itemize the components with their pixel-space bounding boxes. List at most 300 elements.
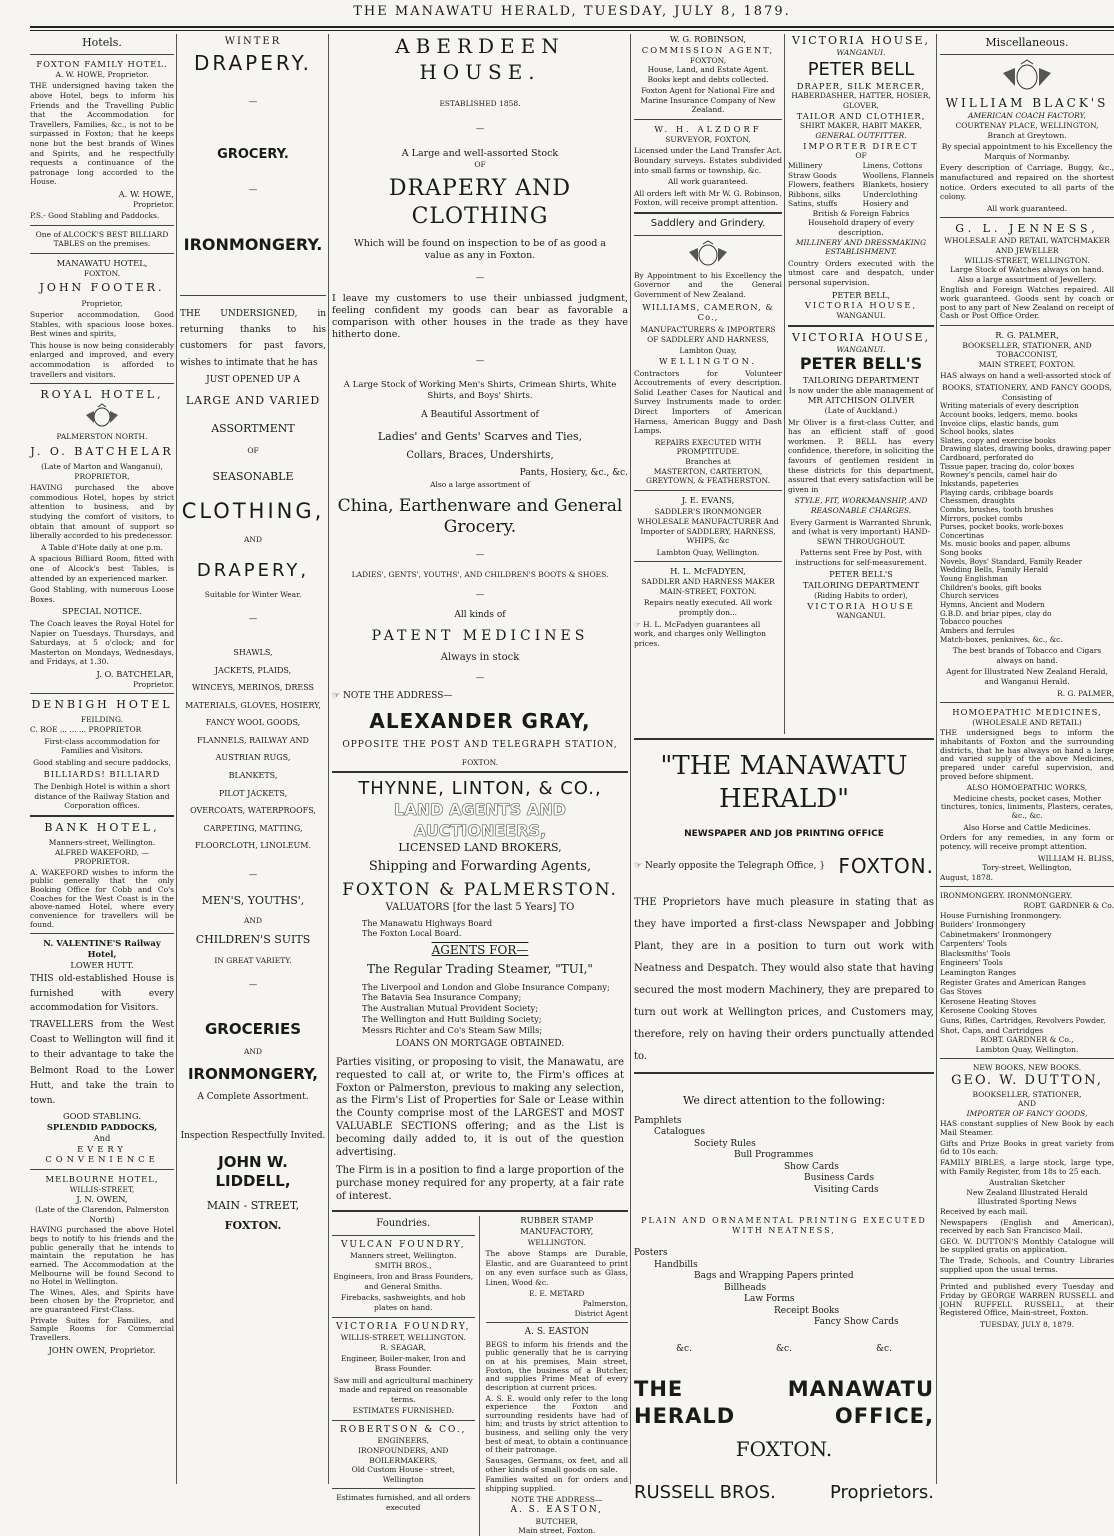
ad-smith-desc: Engineers, Iron and Brass Founders, and General Smiths. [333, 1272, 474, 1291]
ad-tobacco: The best brands of Tobacco and Cigars always on hand. [952, 646, 1102, 665]
ad-sign2: VICTORIA HOUSE, [804, 300, 918, 311]
ad-factory: AMERICAN COACH FACTORY, [968, 111, 1086, 121]
ad-inspection: Inspection Respectfully Invited. [180, 1131, 326, 1142]
ad-billiard: One of ALCOCK'S BEST BILLIARD TABLES on the premises. [35, 229, 169, 249]
ad-firebacks: Firebacks, sashweights, and hob plates on hand. [341, 1293, 466, 1313]
ad-agents: AGENTS FOR— [431, 943, 529, 957]
ad-families: Families waited on for orders and shipping supplied. [485, 1475, 628, 1493]
list-item: Underclothing [862, 189, 918, 199]
ad-sausages: Sausages, Germans, ox feet, and all other kinds of small goods on sale. [485, 1455, 628, 1474]
ad-patent: PATENT MEDICINES [371, 627, 589, 644]
ad-proprietors: Proprietors. [829, 1482, 934, 1504]
list-item: Handbills [654, 1259, 698, 1270]
ad-role: Proprietor, [81, 298, 123, 308]
ad-now: Is now under the able management of [788, 385, 934, 395]
list-item: Messrs Richter and Co's Steam Saw Mills; [362, 1024, 543, 1035]
ad-foxton: FOXTON. [461, 757, 499, 767]
ad-books: BOOKS, STATIONERY, AND FANCY GOODS, [942, 383, 1112, 393]
ad-tailoring: TAILORING DEPARTMENT [802, 374, 920, 385]
ad-house: House, Land, and Estate Agent. [647, 65, 769, 75]
list-item: Match-boxes, penknives, &c., &c. [940, 634, 1063, 644]
ad-sign-role: Proprietor. [132, 199, 174, 209]
list-item: WINCEYS, MERINOS, DRESS [191, 683, 315, 693]
ad-wholesale: (WHOLESALE AND RETAIL) [972, 717, 1082, 727]
ad-branch: Branch at Greytown. [987, 130, 1067, 140]
ad-bibles: FAMILY BIBLES, a large stock, large type, with Family Register, from 18s to 25 each. [940, 1157, 1114, 1176]
ad-signature-row [634, 1481, 934, 1504]
ad-ranges: Leamington Ranges [940, 968, 1016, 978]
column-liddell: WINTER DRAPERY. — GROCERY. — IRONMONGERY. THE UNDERSIGNED, in returning thanks to his customers for past favors, wishes to intimate that he has JUST OPENED UP A LARGE AND VARIED ASSORTMENT OF SEASONABLE CLOTHING, AND DRAPERY, Suitable for Winter Wear. — SHAWLS, JACKETS, PLAIDS, WINCEYS, MERINOS, DRESS MATERIALS, GLOVES, HOSIERY, FANCY WOOL GOODS, FLANNELS, RAILWAY AND AUSTRIAN RUGS, BLANKETS, PILOT JACKETS, OVERCOATS, WATERPROOFS, CARPETING, MATTING, FLOORCLOTH, LINOLEUM. — MEN'S, YOUTHS', AND CHILDREN'S SUITS IN GREAT VARIETY. — GROCERIES AND IRONMONGERY, A Complete Assortment. Inspection Respectfully Invited. JOHN W. LIDDELL, MAIN - STREET, FOXTON. [180, 36, 326, 1233]
ad-sign: A. W. HOWE, [118, 188, 174, 199]
ad-dut-has: HAS constant supplies of New Book by each Mail Steamer. [940, 1119, 1114, 1138]
list-item: The Foxton Local Board. [362, 928, 462, 938]
list-item: Chessmen, draughts [940, 496, 1015, 506]
ad-has: HAS always on hand a well-assorted stock of [940, 371, 1111, 381]
list-item: Blankets, hosiery [862, 180, 929, 190]
ad-late: (Late of Marton and Wanganui), [41, 462, 163, 471]
ad-land-agents: LAND AGENTS AND AUCTIONEERS, [394, 800, 566, 840]
ad-dutton: GEO. W. DUTTON, [951, 1073, 1103, 1089]
ad-of: OF [855, 151, 867, 161]
list-item: Flowers, feathers [788, 180, 855, 190]
ad-firm: The Firm is in a position to find a large proportion of the purchase money required for any property, at a fair rate of interest. [336, 1165, 624, 1202]
ad-ironmongery: IRONMONGERY. IRONMONGERY. [940, 891, 1073, 901]
ad-stabling: Good Stabling, with numerous Loose Boxes. [30, 585, 174, 604]
ad-ps: P.S.- Good Stabling and Paddocks. [30, 211, 160, 221]
ad-riding: (Riding Habits to order), [814, 590, 908, 600]
list-item: Business Cards [804, 1173, 875, 1184]
list-item: Linens, Cottons [862, 160, 923, 170]
masthead-rule-thin [30, 30, 1114, 31]
ad-evans-title: SADDLER'S IRONMONGER WHOLESALE MANUFACTURER And Importer of SADDLERY, HARNESS, WHIPS, &c [637, 507, 779, 546]
ad-convenience: EVERY CONVENIENCE [45, 1143, 159, 1165]
ad-sign: J. O. BATCHELAR, [96, 669, 174, 680]
list-item: Concertinas [940, 530, 984, 540]
ad-leave: I leave my customers to use their unbiassed judgment, feeling confident my goods can bear as favorable a comparison with other houses in the trade as they have hitherto done. [332, 292, 628, 341]
ad-engineers: Engineers' Tools [940, 958, 1003, 968]
ad-bookseller: BOOKSELLER, STATIONER, AND TOBACCONIST, [962, 340, 1092, 360]
ad-childrens: CHILDREN'S SUITS [195, 933, 311, 947]
list-item: Mirrors, pocket combs [940, 513, 1023, 523]
ad-sign-role: Proprietor. [132, 679, 174, 689]
ad-vh3-place: WANGANUI. [836, 611, 886, 621]
list-item: JACKETS, PLAIDS, [214, 665, 292, 675]
ad-variety: IN GREAT VARIETY. [214, 955, 292, 965]
ad-name: A. S. EASTON, [510, 1504, 604, 1515]
list-item: PILOT JACKETS, [218, 788, 288, 798]
list-item: Writing materials of every description [940, 401, 1079, 411]
ad-draper: DRAPER, SILK MERCER, [796, 80, 926, 91]
list-item: Posters [634, 1248, 668, 1259]
ad-and: AND [244, 1047, 262, 1057]
list-item: Tissue paper, tracing do, color boxes [940, 461, 1075, 471]
ad-monthly: GEO. W. DUTTON'S Monthly Catalogue will be supplied gratis on application. [940, 1236, 1114, 1255]
list-item: Drawing slates, drawing books, drawing paper [940, 444, 1111, 454]
ad-body: HAVING purchased the above Hotel begs to notify to his friends and the public generally that he intends to maintain the reputation he has earned. The Accommodation at the Melbourne will be found Second to no Hotel in Wellington. [30, 1225, 174, 1287]
column-robinson [634, 34, 782, 734]
ad-agent: Foxton Agent for National Fire and Marine Insurance Company of New Zealand. [640, 86, 776, 115]
list-item: Visiting Cards [814, 1184, 879, 1195]
ad-assortment: ASSORTMENT [211, 422, 295, 436]
ad-note: The Denbigh Hotel is within a short distance of the Railway Station and Corporation offices. [34, 782, 170, 811]
list-item: OVERCOATS, WATERPROOFS, [190, 806, 316, 816]
ad-homoeopathic: HOMOEPATHIC MEDICINES, [952, 707, 1102, 718]
ad-agent: E. E. METARD [529, 1289, 585, 1299]
ad-jenness: G. L. JENNESS, [955, 222, 1099, 236]
ad-title: VICTORIA HOUSE, [791, 330, 931, 344]
list-item: Billheads [724, 1282, 767, 1293]
ad-companies [362, 982, 628, 1036]
ad-name: JOHN W. LIDDELL, [215, 1152, 291, 1191]
ad-title: FOXTON FAMILY HOTEL. [36, 59, 168, 70]
list-item: Wedding Bells, Family Herald [940, 565, 1049, 575]
list-item: The Manawatu Highways Board [362, 918, 493, 928]
ad-drapery2: DRAPERY, [196, 559, 310, 581]
list-item: Song books [940, 548, 983, 558]
royal-arms-icon [683, 240, 733, 268]
ad-sawmill: Saw mill and agricultural machinery made and repaired on reasonable terms. [333, 1375, 473, 1404]
list-item: Law Forms [744, 1294, 795, 1305]
ad-and: AND [244, 915, 262, 925]
ad-jewellery: Also a large assortment of Jewellery. [957, 274, 1097, 284]
list-item: Children's books, gift books [940, 582, 1042, 592]
ad-sign: JOHN OWEN, Proprietor. [48, 1344, 156, 1355]
ad-books: Books kept and debts collected. [647, 74, 769, 84]
ad-castle: Also Horse and Cattle Medicines. [963, 822, 1091, 832]
ad-body: THIS old-established House is furnished with every accommodation for Visitors. [30, 974, 174, 1014]
ad-easton: A. S. EASTON [524, 1327, 589, 1338]
ad-peter: PETER BELL [807, 58, 915, 80]
ad-title: N. VALENTINE'S Railway Hotel, [43, 938, 161, 959]
ad-place: COURTENAY PLACE, WELLINGTON, [955, 121, 1099, 131]
ad-office-big: THE MANAWATU HERALD OFFICE, [634, 1376, 934, 1428]
ad-body: The above Stamps are Durable, Elastic, and are Guaranteed to print on any even surface such as Glass, Linen, Wood &c. [485, 1249, 628, 1287]
list-item: Slates, copy and exercise books [940, 435, 1056, 445]
ad-billiard: A spacious Billiard Room, fitted with one of Alcock's best Tables, is attended by an experienced marker. [30, 554, 174, 583]
ad-importer: IMPORTER DIRECT [803, 140, 919, 151]
ad-proprietor: C. ROE ... ... ... PROPRIETOR [30, 725, 142, 735]
ad-seasonable: SEASONABLE [212, 470, 294, 483]
ad-millinery: MILLINERY AND DRESSMAKING [795, 237, 927, 247]
etc-row: &c. &c. &c. [676, 1344, 892, 1355]
ad-est2: Estimates furnished, and all orders executed [336, 1493, 471, 1512]
royal-arms-icon [997, 59, 1057, 93]
ad-billiards: BILLIARDS! BILLIARD [43, 769, 161, 780]
ad-place: FOXTON. [83, 268, 121, 278]
ad-peters2: PETER BELL'S [829, 569, 893, 580]
list-item: CARPETING, MATTING, FLOORCLOTH, LINOLEUM. [194, 823, 312, 851]
ad-just-opened: JUST OPENED UP A [206, 374, 300, 385]
ad-and: AND [244, 534, 262, 544]
masthead-rule [30, 26, 1114, 28]
ad-carpenters: Carpenters' Tools [940, 939, 1007, 949]
column-aberdeen: ABERDEEN HOUSE. ESTABLISHED 1858. — A Large and well-assorted Stock OF DRAPERY AND CLOTHING Which will be found on inspection to be of as good a value as any in Foxton. — I leave my customers to use their unbiassed judgment, feeling confident my goods can bear as favorable a comparison with other houses in the trade as they have hitherto done. — A Large Stock of Working Men's Shirts, Crimean Shirts, White Shirts, and Boys' Shirts. A Beautiful Assortment of Ladies' and Gents' Scarves and Ties, Collars, Braces, Undershirts, Pants, Hosiery, &c., &c. Also a large assortment of China, Earthenware and General Grocery. — LADIES', GENTS', YOUTHS', AND CHILDREN'S BOOTS & SHOES. — All kinds of PATENT MEDICINES Always in stock — ☞ NOTE THE ADDRESS— ALEXANDER GRAY, OPPOSITE THE POST AND TELEGRAPH STATION, FOXTON. THYNNE, LINTON, & CO., LAND AGENTS AND AUCTIONEERS, LICENSED LAND BROKERS, Shipping and Forwarding Agents, FOXTON & PALMERSTON. VALUATORS [for the last 5 Years] TO The Manawatu Highways Board The Foxton Local Board. AGENTS FOR— The Regular Trading Steamer, "TUI," The Liverpool and London and Globe Insurance Company; The Batavia Sea Insurance Company; The Australian Mutual Provident Society; The Wellington and Hutt Building Society; Messrs Richter and Co's Steam Saw Mills; LOANS ON MORTGAGE OBTAINED. Parties visiting, or proposing to visit, the Manawatu, are requested to call at, or write to, the Firm's offices at Foxton or Palmerston, previous to making any selection, as the Firm's List of Properties for Sale or Lease within the County comprise most of the LARGEST and MOST VALUABLE SECTIONS offering; and as the List is becoming daily added to, it is out of the question advertising. The Firm is in a position to find a large proportion of the purchase money required for any property, at a fair rate of interest. Foundries. VULCAN FOUNDRY, Manners street, Wellington. SMITH BROS., Engineers, Iron and Brass Founders, and General Smiths. Firebacks, sashweights, and hob plates on hand. VICTORIA FOUNDRY, WILLIS-STREET, WELLINGTON. R. SEAGAR, Engineer, Boiler-maker, Iron and Brass Founder. Saw mill and agricultural machinery made and repaired on reasonable terms. ESTIMATES FURNISHED. ROBERTSON & CO., ENGINEERS, IRONFOUNDERS, AND BOILERMAKERS, Old Custom House - street, Wellington Estimates furnished, and all orders executed RUBBER STAMP MANUFACTORY, WELLINGTON. The above Stamps are Durable, Elastic, and are Guaranteed to print on any even surface such as Glass, Linen, Wood &c. E. E. METARD Palmerston, District Agent A. S. EASTON BEGS to inform his friends and the public generally that he is carrying on at his premises, Main street, Foxton, the business of a Butcher, and supplies Prime Meat of every description at current prices. A. S. E. would only refer to the long experience the Foxton and surrounding residents have had of him; and trusts by strict attention to business, and selling only the very best of meat, to obtain a continuance of their patronage. Sausages, Germans, ox feet, and all other kinds of small goods on sale. Families waited on for orders and shipping supplied. NOTE THE ADDRESS— A. S. EASTON, BUTCHER, Main street, Foxton. [332, 34, 628, 1536]
ad-appointment: By Appointment to his Excellency the Governor and the General Government of New Zealand. [634, 270, 782, 299]
section-heading: Saddlery and Grindery. [650, 217, 766, 229]
list-item: Novels, Boys' Standard, Family Reader [940, 556, 1083, 566]
ad-body: This house is now being considerably enlarged and improved, and every accommodation is afforded to travellers and visitors. [30, 340, 174, 379]
ad-engineers: ENGINEERS, [377, 1436, 429, 1446]
ad-ironmongery2: IRONMONGERY, [187, 1064, 319, 1083]
ad-sign: PETER BELL, [831, 289, 891, 300]
ad-working: A Large Stock of Working Men's Shirts, Crimean Shirts, White Shirts, and Boys' Shirts. [343, 380, 617, 402]
ad-iron: IRONFOUNDERS, AND BOILERMAKERS, [358, 1446, 449, 1465]
ad-robertson: ROBERTSON & CO., [339, 1424, 467, 1435]
column-divider [328, 34, 329, 1484]
pointing-hand-icon: ☞ [634, 861, 645, 872]
ad-suitable: Suitable for Winter Wear. [204, 589, 302, 599]
ad-place: WANGANUI. [836, 48, 886, 58]
ad-boards [362, 919, 628, 939]
ad-tailoring2: TAILORING DEPARTMENT [802, 580, 920, 591]
list-item: Woollens, Flannels [862, 170, 934, 180]
ad-late: (Late of the Clarendon, Palmerston North) [35, 1205, 169, 1224]
print-list-2 [634, 1248, 934, 1338]
ad-title: MANAWATU HOTEL, [56, 258, 148, 269]
ad-williams: WILLIAMS, CAMERON, & Co., [642, 301, 774, 323]
ad-complete: A Complete Assortment. [197, 1091, 309, 1102]
ad-title: ROYAL HOTEL, [40, 388, 164, 402]
list-item: Purses, pocket books, work-boxes [940, 522, 1064, 532]
ad-outfitter: GENERAL OUTFITTER. [815, 130, 907, 140]
ad-black: WILLIAM BLACK'S [945, 96, 1109, 111]
ad-victoria: VICTORIA FOUNDRY, [336, 1321, 471, 1332]
ad-valuators: VALUATORS [for the last 5 Years] TO [385, 901, 575, 913]
ad-surveyor: SURVEYOR, FOXTON, [665, 134, 751, 144]
ad-cabinet: Cabinetmakers' Ironmongery [940, 929, 1052, 939]
ad-established: ESTABLISHED 1858. [439, 99, 521, 109]
ad-robinson: W. G. ROBINSON, [669, 34, 747, 44]
ad-repairs: REPAIRS EXECUTED WITH PROMPTITUDE. [654, 437, 762, 457]
list-item: Cardboard, perforated do [940, 453, 1034, 463]
ad-sign3: WANGANUI. [836, 311, 886, 321]
list-item: The Australian Mutual Provident Society; [362, 1003, 539, 1014]
ad-loans: LOANS ON MORTGAGE OBTAINED. [395, 1039, 565, 1050]
list-item: Invoice clips, elastic bands, gum [940, 418, 1059, 428]
ad-agent: Agent for Illustrated New Zealand Herald, and Wanganui Herald. [946, 667, 1108, 686]
ad-grocery: GROCERY. [217, 147, 289, 163]
ad-also: ALSO HOMOEPATHIC WORKS, [966, 783, 1088, 793]
ad-guarantee: ☞ H. L. McFadyen guarantees all work, and charges only Wellington prices. [634, 619, 766, 648]
ad-place: Manners-street, Wellington. [48, 838, 156, 848]
ad-place: Manners street, Wellington. [350, 1251, 457, 1261]
ad-kerosene: Kerosene Heating Stoves [940, 996, 1036, 1006]
list-item: Bags and Wrapping Papers printed [694, 1271, 854, 1282]
list-item: Straw Goods [788, 170, 837, 180]
ad-steamer: The Regular Trading Steamer, "TUI," [367, 962, 593, 977]
ad-role: PROPRIETOR, [74, 471, 130, 481]
ad-boots: LADIES', GENTS', YOUTHS', AND CHILDREN'S BOOTS & SHOES. [351, 569, 609, 579]
ad-notice-title: SPECIAL NOTICE. [62, 606, 142, 617]
ad-paddocks: SPLENDID PADDOCKS, [46, 1122, 158, 1133]
ad-title: VICTORIA HOUSE, [791, 34, 931, 47]
ad-notice: The Coach leaves the Royal Hotel for Napier on Tuesdays, Thursdays, and Saturdays, at 5 o'clock; and for Masterton on Mondays, Wednesdays, and Fridays, at 1.30. [30, 619, 174, 667]
ad-orders: Orders for any remedies, in any form or potency, will receive prompt attention. [940, 833, 1114, 851]
ad-note: ☞ NOTE THE ADDRESS— [332, 691, 453, 702]
ad-drapery-heading: DRAPERY AND CLOTHING [388, 176, 572, 230]
ad-body: Good stabling and secure paddocks, [33, 757, 171, 767]
ad-and: And [93, 1132, 111, 1143]
list-item: MATERIALS, GLOVES, HOSIERY, [185, 700, 321, 710]
ad-street: MAIN - STREET, [206, 1199, 300, 1213]
ad-kerosene2: Kerosene Cooking Stoves [940, 1006, 1037, 1016]
ad-body: Licensed under the Land Transfer Act. Boundary surveys. Estates subdivided into small farms or township, &c. [634, 146, 782, 175]
ad-street: Main street, Foxton. [518, 1526, 596, 1536]
list-item: Ribbons, silks [788, 189, 841, 199]
list-item: Account books, ledgers, memo. books [940, 409, 1078, 419]
list-item: G.B.D. and briar pipes, clay do [940, 608, 1052, 618]
column-divider [784, 34, 785, 734]
list-item: Hosiery and [862, 199, 909, 209]
ad-list [180, 644, 326, 855]
ad-herald-title: "THE MANAWATU HERALD" [660, 751, 908, 815]
ad-gray: ALEXANDER GRAY, [369, 708, 591, 733]
ad-bliss: WILLIAM H. BLISS, [1037, 853, 1114, 863]
pointing-hand-icon: ☞ [332, 691, 343, 702]
goods-list-right [863, 161, 934, 209]
ad-street: WILLIS-STREET, [69, 1184, 135, 1194]
ad-house: House Furnishing Ironmongery. [940, 910, 1062, 920]
ad-received: Received by each mail. [940, 1206, 1028, 1216]
list-item: The Batavia Sea Insurance Company; [362, 992, 522, 1003]
ad-branch-list: MASTERTON, CARTERTON, GREYTOWN, & FEATHERSTON. [646, 466, 770, 486]
ad-foxton2: FOXTON. [735, 1437, 833, 1462]
ad-evans-place: Lambton Quay, Wellington. [656, 547, 760, 557]
ad-and: AND [1018, 1099, 1036, 1109]
list-item: SHAWLS, [233, 647, 273, 657]
rubber-stamp-section [486, 1216, 629, 1536]
ad-thynne: THYNNE, LINTON, & CO., [358, 778, 602, 800]
ad-main: MAIN STREET, FOXTON. [978, 359, 1076, 369]
ad-guns: Guns, Rifles, Cartridges, Revolvers Powder, Shot, Caps, and Cartridges [940, 1016, 1106, 1035]
herald-advert [634, 738, 934, 1504]
ad-importer: IMPORTER OF FANCY GOODS, [966, 1108, 1088, 1118]
list-item: Young Englishman [940, 574, 1008, 584]
ad-agent-place: Palmerston, [582, 1299, 628, 1309]
column-hotels [30, 34, 174, 1484]
ad-gas: Gas Stoves [940, 987, 982, 997]
ad-drapery-heading: DRAPERY. [193, 50, 312, 75]
ad-body: THE undersigned having taken the above Hotel, begs to inform his Friends and the Travelling Public that the Accommodation for Travellers, Families, &c., is not to be surpassed in Foxton; that he keeps none but the best brands of Wines and Spirits, and he respectfully requests a continuance of the patronage long accorded to the House. [30, 81, 174, 187]
section-heading: Hotels. [82, 36, 122, 49]
ad-title: ABERDEEN HOUSE. [395, 34, 565, 84]
ad-suites: Private Suites for Families, and Sample Rooms for Commercial Travellers. [30, 1315, 174, 1342]
ad-warranted: Every Garment is Warranted Shrunk, and (what is very important) HAND-SEWN THROUGHOUT. [790, 517, 932, 546]
ad-blacksmiths: Blacksmiths' Tools [940, 948, 1011, 958]
ad-all-kinds: All kinds of [454, 610, 506, 621]
masthead: THE MANAWATU HERALD, TUESDAY, JULY 8, 1879. [353, 4, 791, 19]
ad-contractors: Contractors for Volunteer Accoutrements of every description. Solid Leather Cases for Nautical and Survey Instruments made to order. Direct Importers of American Harness, American Buggy and Dash Lamps. [634, 368, 782, 436]
list-item: Rowney's pencils, camel hair do [940, 470, 1057, 480]
crest-icon [82, 405, 122, 429]
ad-the: THE undersigned begs to inform the inhabitants of Foxton and the surrounding districts, that he has always on hand a large and varied supply of the above Medicines, prepared under careful supervision, and proved before shipment. [940, 728, 1114, 781]
section-heading: Miscellaneous. [985, 36, 1069, 49]
list-item: BLANKETS, [228, 771, 278, 781]
ad-body: HAVING purchased the above commodious Hotel, hopes by strict attention to business, and by studying the comfort of visitors, to obtain that amount of support so liberally accorded to his predecessor. [30, 483, 174, 541]
ad-vulcan: VULCAN FOUNDRY, [340, 1239, 466, 1250]
ad-china: China, Earthenware and General Grocery. [337, 495, 623, 538]
ad-shipping: Shipping and Forwarding Agents, [368, 859, 592, 875]
ad-vh3: VICTORIA HOUSE [807, 600, 915, 611]
section-heading: Foundries. [376, 1217, 431, 1229]
ad-direct: We direct attention to the following: [682, 1093, 886, 1107]
ad-every: Every description of Carriage, Buggy, &c., manufactured and repaired on the shortest notice. Orders executed to all parts of the colony. [940, 163, 1114, 202]
ad-note: NOTE THE ADDRESS— [511, 1495, 603, 1505]
ad-opposite: OPPOSITE THE POST AND TELEGRAPH STATION, [342, 740, 618, 751]
ad-branches: Branches at [685, 456, 731, 466]
list-item: Catalogues [654, 1127, 706, 1138]
ad-shirt: SHIRT MAKER, HABIT MAKER, [799, 121, 923, 131]
goods-list-left [788, 161, 855, 209]
ad-name: JOHN FOOTER. [39, 281, 165, 295]
ad-guaranteed: All work guaranteed. [986, 203, 1068, 213]
ad-dut-title: BOOKSELLER, STATIONER, [972, 1089, 1082, 1099]
ad-seagar-desc: Engineer, Boiler-maker, Iron and Brass Founder. [340, 1354, 466, 1373]
ad-mcfadyen: H. L. McFADYEN, [670, 566, 746, 577]
ad-smith: SMITH BROS., [374, 1260, 432, 1270]
ad-newbooks: NEW BOOKS, NEW BOOKS. [972, 1063, 1082, 1073]
ad-title: RUBBER STAMP MANUFACTORY, [520, 1215, 594, 1237]
ad-ladies: Ladies' and Gents' Scarves and Ties, [377, 429, 583, 443]
ad-parties: Parties visiting, or proposing to visit, the Manawatu, are requested to call at, or write to, the Firm's offices at Foxton or Palmerston, previous to making any selection, as the Firm's List of Properties for Sale or Lease within the County comprise most of the LARGEST and MOST VALUABLE SECTIONS offering; and as the List is becoming daily added to, it is out of the question advertising. [336, 1056, 624, 1158]
list-item: Ambers and ferrules [940, 625, 1015, 635]
ad-manuf: MANUFACTURERS & IMPORTERS OF SADDLERY AND HARNESS, [640, 325, 776, 344]
ad-old: Old Custom House - street, Wellington [351, 1465, 455, 1484]
ad-commission: COMMISSION AGENT, [641, 44, 775, 55]
ad-title: DENBIGH HOTEL [31, 698, 173, 712]
list-item: AUSTRIAN RUGS, [215, 753, 291, 763]
list-item: Ms. music books and paper, albums [940, 539, 1071, 549]
foundries-section [332, 1216, 480, 1536]
list-item: Satins, stuffs [788, 199, 838, 209]
ad-oliver: MR AITCHISON OLIVER [807, 395, 915, 406]
ad-grates: Register Grates and American Ranges [940, 977, 1086, 987]
ad-patterns: Patterns sent Free by Post, with instructions for self-measurement. [795, 548, 927, 567]
ad-mcfadyen-title: SADDLER AND HARNESS MAKER [641, 577, 775, 587]
column-divider [936, 34, 937, 1484]
ad-oliver-body: Mr Oliver is a first-class Cutter, and has an efficient staff of good workmen. P. BELL has every confidence, therefore, in soliciting the favours of gentlemen resident in these districts for this department, assured that every satisfaction will be given in [788, 417, 934, 494]
ad-date: August, 1878. [940, 872, 993, 882]
ad-trade: The Trade, Schools, and Country Libraries supplied upon the usual terms. [940, 1256, 1114, 1274]
stock-list [940, 402, 1114, 644]
ad-late: (Late of Auckland.) [824, 405, 898, 415]
ad-stock: A Large and well-assorted Stock [401, 147, 559, 159]
ad-easton-body: A. S. E. would only refer to the long experience the Foxton and surrounding residents have had of him; and trusts by strict attention to business, and selling only the very best of meat, to obtain a continuance of their patronage. [485, 1393, 628, 1455]
ad-stabling: GOOD STABLING. [62, 1111, 142, 1122]
ad-gifts: Gifts and Prize Books in great variety from 6d to 10s each. [940, 1138, 1114, 1157]
ad-always: Always in stock [440, 651, 520, 663]
ad-printed: Printed and published every Tuesday and Friday by GEORGE WARREN RUSSELL and JOHN RUFFELL RUSSELL, at their Registered Office, Main-street, Foxton. [940, 1282, 1114, 1318]
list-item: Combs, brushes, tooth brushes [940, 504, 1054, 514]
ad-herald-office: NEWSPAPER AND JOB PRINTING OFFICE [684, 828, 884, 839]
list-item: Church services [940, 591, 999, 601]
ad-title: MELBOURNE HOTEL, [45, 1174, 159, 1185]
ad-foxton-palm: FOXTON & PALMERSTON. [342, 879, 618, 900]
ad-lambton: Lambton Quay, [679, 346, 737, 356]
ad-alzdorf: W. H. ALZDORF [654, 124, 762, 135]
column-divider [176, 34, 177, 1484]
ad-place: FOXTON, [689, 55, 727, 65]
ad-seagar: R. SEAGAR, [380, 1342, 427, 1352]
ad-easton-body: BEGS to inform his friends and the public generally that he is carrying on at his premises, Main street, Foxton, the business of a Butcher, and supplies Prime Meat of every description at current prices. [485, 1339, 628, 1392]
ad-mens: MEN'S, YOUTHS', [201, 893, 305, 907]
ad-name: J. N. OWEN, [76, 1194, 128, 1205]
ad-mcfadyen-place: MAIN-STREET, FOXTON. [659, 586, 757, 596]
ad-body: THE UNDERSIGNED, in returning thanks to his customers for past favors, wishes to intimate that he has [180, 308, 326, 368]
ad-agent-role: District Agent [574, 1308, 628, 1318]
ad-style: STYLE, FIT, WORKMANSHIP, AND REASONABLE CHARGES. [794, 496, 928, 515]
ad-winter: WINTER [224, 36, 282, 47]
